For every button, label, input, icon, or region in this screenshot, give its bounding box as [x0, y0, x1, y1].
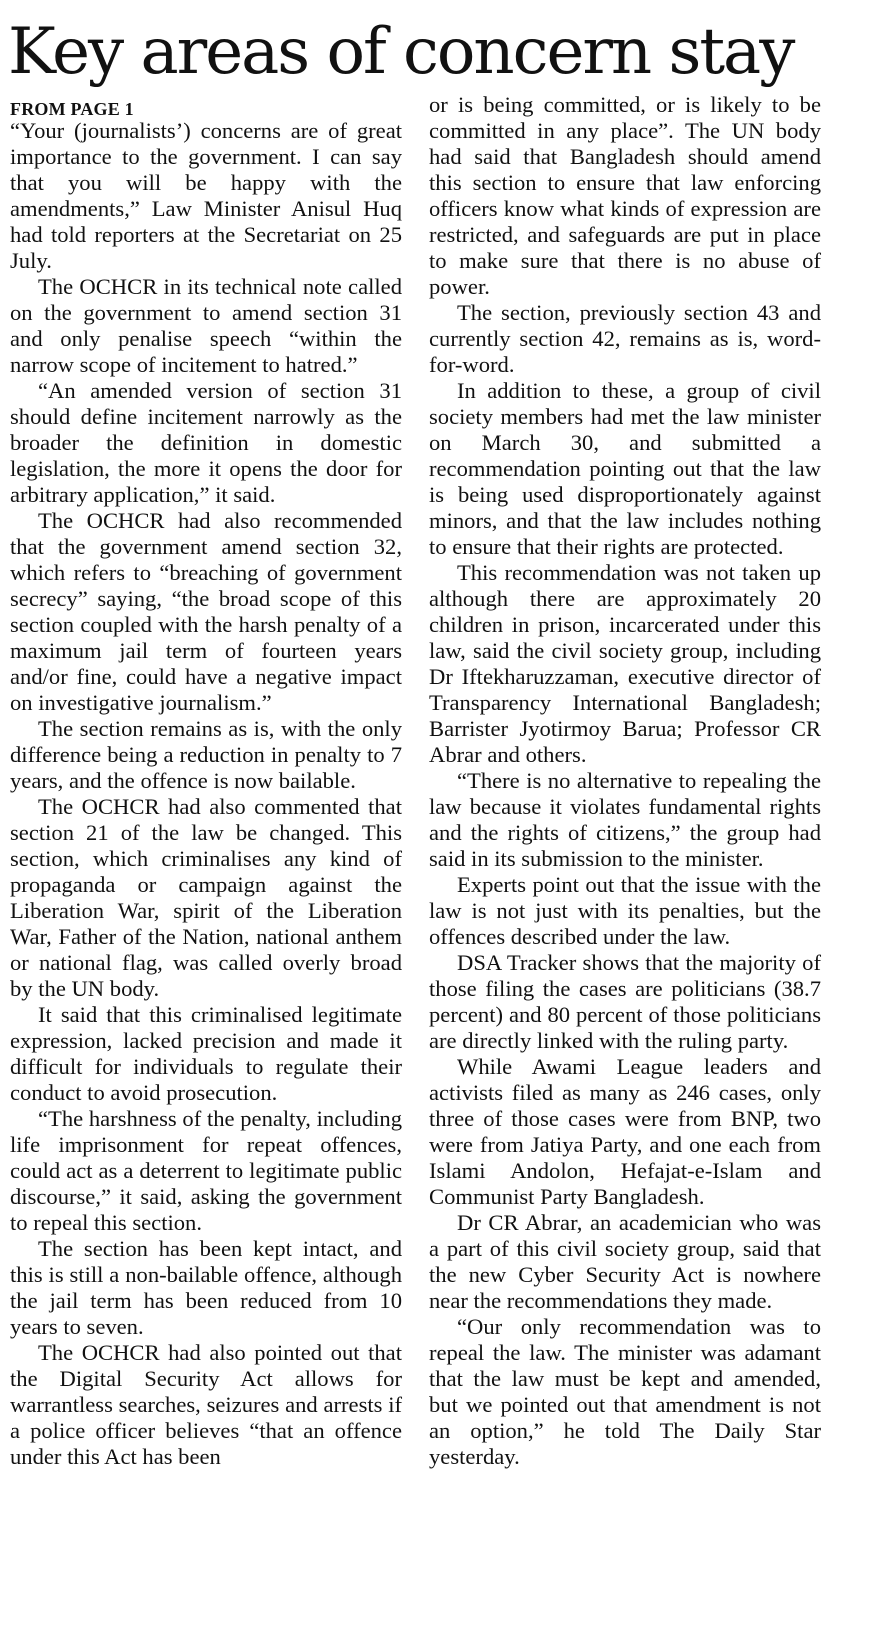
paragraph: In addition to these, a group of civil society members had met the law minister on March 30, and submitted a recommendation pointing out that the law is being used disproportionately against minors, and that the law includes nothing to ensure that their rights are protected. [429, 378, 821, 559]
paragraph: DSA Tracker shows that the majority of those filing the cases are politicians (38.7 percent) and 80 percent of those politicians are directly linked with the ruling party. [429, 950, 821, 1053]
paragraph: “Your (journalists’) concerns are of great importance to the government. I can say that you will be happy with the amendments,” Law Minister Anisul Huq had told reporters at the Secretariat on 25 July. [10, 118, 402, 273]
article-column-1 [10, 118, 402, 1470]
paragraph: “There is no alternative to repealing the law because it violates fundamental rights and the rights of citizens,” the group had said in its submission to the minister. [429, 768, 821, 871]
paragraph: While Awami League leaders and activists filed as many as 246 cases, only three of those cases were from BNP, two were from Jatiya Party, and one each from Islami Andolon, Hefajat-e-Islam and Communist Party Bangladesh. [429, 1054, 821, 1209]
paragraph: The section remains as is, with the only difference being a reduction in penalty to 7 years, and the offence is now bailable. [10, 716, 402, 793]
article-column-2 [429, 92, 821, 1470]
paragraph: Dr CR Abrar, an academician who was a part of this civil society group, said that the new Cyber Security Act is nowhere near the recommendations they made. [429, 1210, 821, 1313]
paragraph: This recommendation was not taken up although there are approximately 20 children in prison, incarcerated under this law, said the civil society group, including Dr Iftekharuzzaman, executive director of Transparency International Bangladesh; Barrister Jyotirmoy Barua; Professor CR Abrar and others. [429, 560, 821, 767]
paragraph: The OCHCR had also recommended that the government amend section 32, which refers to “breaching of government secrecy” saying, “the broad scope of this section coupled with the harsh penalty of a maximum jail term of fourteen years and/or fine, could have a negative impact on investigative journalism.” [10, 508, 402, 715]
kicker-from-page-1: FROM PAGE 1 [10, 99, 134, 119]
paragraph: It said that this criminalised legitimate expression, lacked precision and made it difficult for individuals to regulate their conduct to avoid prosecution. [10, 1002, 402, 1105]
paragraph: “An amended version of section 31 should define incitement narrowly as the broader the definition in domestic legislation, the more it opens the door for arbitrary application,” it said. [10, 378, 402, 507]
paragraph: The OCHCR had also commented that section 21 of the law be changed. This section, which criminalises any kind of propaganda or campaign against the Liberation War, spirit of the Liberation War, Father of the Nation, national anthem or national flag, was called overly broad by the UN body. [10, 794, 402, 1001]
paragraph: The OCHCR in its technical note called on the government to amend section 31 and only penalise speech “within the narrow scope of incitement to hatred.” [10, 274, 402, 377]
paragraph: “The harshness of the penalty, including life imprisonment for repeat offences, could act as a deterrent to legitimate public discourse,” it said, asking the government to repeal this section. [10, 1106, 402, 1235]
paragraph: The section has been kept intact, and this is still a non-bailable offence, although the jail term has been reduced from 10 years to seven. [10, 1236, 402, 1339]
paragraph: The section, previously section 43 and currently section 42, remains as is, word-for-word. [429, 300, 821, 377]
headline: Key areas of concern stay [8, 15, 794, 89]
paragraph: “Our only recommendation was to repeal the law. The minister was adamant that the law must be kept and amended, but we pointed out that amendment is not an option,” he told The Daily Star yesterday. [429, 1314, 821, 1469]
paragraph: The OCHCR had also pointed out that the Digital Security Act allows for warrantless searches, seizures and arrests if a police officer believes “that an offence under this Act has been [10, 1340, 402, 1469]
paragraph: or is being committed, or is likely to be committed in any place”. The UN body had said that Bangladesh should amend this section to ensure that law enforcing officers know what kinds of expression are restricted, and safeguards are put in place to make sure that there is no abuse of power. [429, 92, 821, 299]
paragraph: Experts point out that the issue with the law is not just with its penalties, but the offences described under the law. [429, 872, 821, 949]
